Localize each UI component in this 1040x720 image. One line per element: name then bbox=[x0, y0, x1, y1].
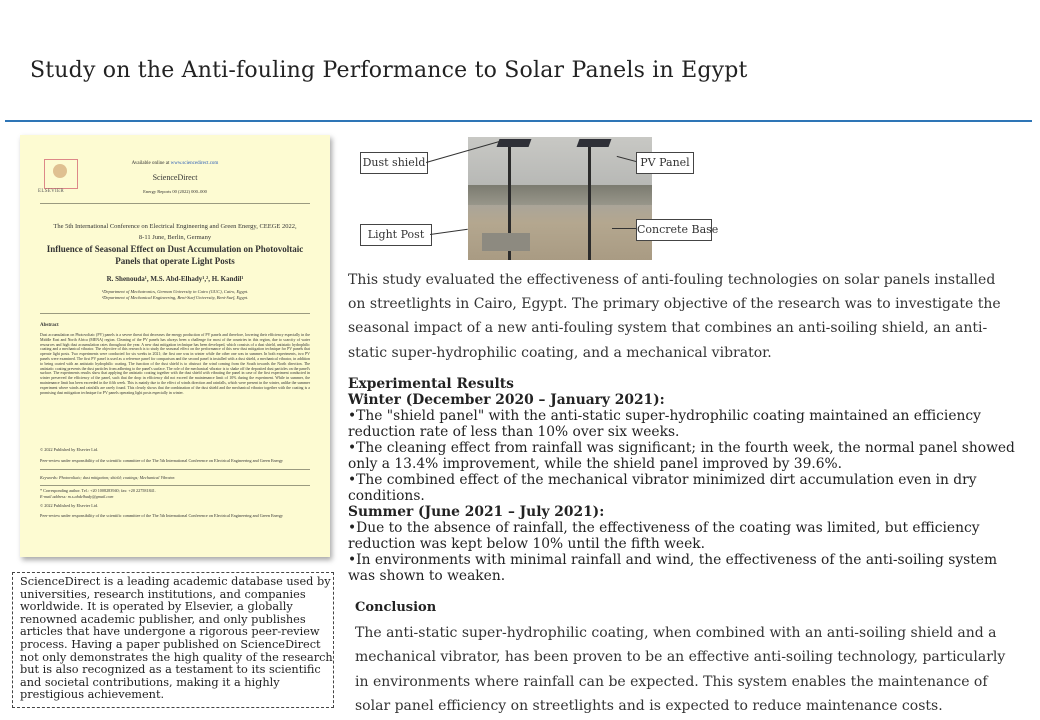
winter-point: •The cleaning effect from rainfall was significant; in the fourth week, the normal panel showed only a 13.4% improvement, while the shield panel improved by 39.6%. bbox=[348, 440, 1015, 472]
peer-review-line-1: Peer-review under responsibility of the scientific committee of the The 5th International Conference on Electrical Engineering and Green Energy bbox=[40, 458, 284, 463]
dust-shield-label: Dust shield bbox=[360, 152, 428, 174]
abstract-rule bbox=[40, 313, 310, 314]
keywords-rule-top bbox=[40, 469, 310, 470]
light-post-label: Light Post bbox=[360, 224, 432, 246]
keywords-line: Keywords: Photovoltaic; dust mitigation; shield; coatings; Mechanical Vibrator. bbox=[40, 475, 176, 480]
corresponding-author: * Corresponding author. Tel.: +20 1008283940; fax: +20 227581841. bbox=[40, 488, 156, 493]
sciencedirect-info-box: ScienceDirect is a leading academic database used by universities, research institutions, and companies worldwide. It is operated by Elsevier, a globally renowned academic publisher, and only publishes articles that have undergone a rigorous peer-review process. Having a paper published on ScienceDirect not only demonstrates the high quality of the research but is also recognized as a testament to its scientific and societal contributions, making it a highly prestigious achievement. bbox=[12, 572, 334, 708]
sciencedirect-brand: ScienceDirect bbox=[152, 173, 198, 182]
solar-panel-left bbox=[497, 139, 532, 147]
page-title: Study on the Anti-fouling Performance to Solar Panels in Egypt bbox=[30, 58, 748, 83]
paper-title: Influence of Seasonal Effect on Dust Accumulation on Photovoltaic Panels that operate Light Posts bbox=[46, 244, 304, 266]
pv-panel-label: PV Panel bbox=[636, 152, 694, 174]
copyright-line-1: © 2022 Published by Elsevier Ltd. bbox=[40, 447, 99, 452]
author-email: E-mail address: m.s.abdelhady@gmail.com bbox=[40, 494, 114, 499]
summer-point: •Due to the absence of rainfall, the effectiveness of the coating was limited, but efficiency reduction was kept below 10% until the fifth week. bbox=[348, 520, 980, 552]
available-prefix: Available online at bbox=[131, 161, 171, 166]
winter-heading: Winter (December 2020 – January 2021): bbox=[348, 392, 665, 408]
abstract-heading: Abstract bbox=[40, 323, 59, 328]
paper-first-page-image bbox=[20, 135, 330, 557]
paper-header-rule bbox=[40, 203, 310, 204]
copyright-line-2: © 2022 Published by Elsevier Ltd. bbox=[40, 503, 99, 508]
elsevier-logo-label: ELSEVIER bbox=[38, 189, 65, 194]
conclusion-heading: Conclusion bbox=[355, 600, 437, 615]
conference-info bbox=[30, 221, 320, 243]
installation-diagram bbox=[358, 134, 718, 262]
light-post-leader bbox=[430, 229, 468, 235]
streetlight-installation-photo bbox=[468, 137, 652, 260]
results-heading: Experimental Results bbox=[348, 376, 514, 392]
paper-authors: R. Shenouda¹, M.S. Abd-Elhady¹,², H. Kandil¹ bbox=[106, 275, 244, 283]
peer-review-line-2: Peer-review under responsibility of the scientific committee of the The 5th International Conference on Electrical Engineering and Green Energy bbox=[40, 513, 284, 518]
winter-point: •The combined effect of the mechanical vibrator minimized dirt accumulation even in dry conditions. bbox=[348, 472, 977, 504]
summer-point: •In environments with minimal rainfall and wind, the effectiveness of the anti-soiling system was shown to weaken. bbox=[348, 552, 998, 584]
title-divider bbox=[5, 120, 1032, 122]
conference-line-2: 8-11 June, Berlin, Germany bbox=[138, 234, 212, 241]
conference-line-1: The 5th International Conference on Electrical Engineering and Green Energy, CEEGE 2022, bbox=[53, 223, 297, 230]
available-online-line bbox=[20, 161, 330, 166]
affiliation-1: ¹Department of Mechatronics, German University in Cairo (GUC), Cairo, Egypt. bbox=[101, 289, 249, 294]
conclusion-paragraph: The anti-static super-hydrophilic coating, when combined with an anti-soiling shield and a mechanical vibrator, has been proven to be an effective anti-soiling technology, particularly in environments where rainfall can be expected. This system enables the maintenance of solar panel efficiency on streetlights and is expected to reduce maintenance costs. bbox=[355, 625, 1006, 714]
concrete-base-leader bbox=[612, 228, 636, 229]
intro-paragraph: This study evaluated the effectiveness of anti-fouling technologies on solar panels installed on streetlights in Cairo, Egypt. The primary objective of the research was to investigate the seasonal impact of a new anti-fouling system that combines an anti-soiling shield, an anti-static super-hydrophilic coating, and a mechanical vibrator. bbox=[348, 272, 1001, 361]
sciencedirect-link: www.sciencedirect.com bbox=[170, 161, 219, 166]
background-wall bbox=[468, 185, 652, 205]
paper-affiliations bbox=[20, 289, 330, 301]
concrete-base-label: Concrete Base bbox=[636, 219, 712, 241]
summer-heading: Summer (June 2021 – July 2021): bbox=[348, 504, 605, 520]
concrete-base-shape bbox=[482, 233, 530, 251]
solar-panel-right bbox=[577, 139, 612, 147]
journal-reference: Energy Reports 00 (2022) 000–000 bbox=[143, 189, 207, 194]
light-post-right bbox=[588, 147, 591, 260]
experimental-results bbox=[348, 376, 1018, 584]
keywords-rule-bottom bbox=[40, 485, 310, 486]
affiliation-2: ²Department of Mechanical Engineering, Beni-Suef University, Beni-Suef, Egypt. bbox=[101, 295, 249, 300]
abstract-text: Dust accumulation on Photovoltaic (PV) panels is a severe threat that decreases the energy production of PV panels and therefore, lowering their efficiency especially in the Middle East and North Africa (MENA) region. Cleaning of the PV panels has always been a challenge for most of the countries in this region, due to scarcity of water resources and high dust accumulation rates throughout the year. A new dust mitigation technique has been developed, which consists of a dust shield, antistatic hydrophilic coating and a mechanical vibrator. The objective of this research is to study the seasonal effect on the performance of this new dust mitigation technique for PV panels that operate light posts. Two experiments were conducted for six weeks in 2021; the first one was in winter while the other one was in summer. In both experiments, two PV panels were examined. The first PV panel is used as a reference panel for comparison and the second panel is installed with a dust shield, a mechanical vibrator, in addition to being coated with an antistatic hydrophilic coating. The function of the dust shield is to obstruct the wind coming from the South towards the North direction. The antistatic coating prevents the dust particles from adhering to the panel's surface. The role of the mechanical vibrator is to shake off the deposited dust particles on the panel's surface. The experiments results show that applying the antistatic coating together with the dust shield with vibrating the panel in case of the first experiment conducted in winter preserved the efficiency of the panel, such that the drop in efficiency did not exceed the maintenance limit of 10% during the experiment. While in summer, the maintenance limit has been exceeded in the fifth week. This is mainly due to the effect of winds direction and rainfalls, which were present in the winter, unlike the summer experiment where winds and rainfalls are rarely found. This clearly shows that the combination of the dust shield and the mechanical vibrator together with the coating is a promising dust mitigation technique for PV panels operating light posts especially in winter. bbox=[40, 333, 310, 395]
winter-point: •The "shield panel" with the anti-static super-hydrophilic coating maintained an efficiency reduction rate of less than 10% over six weeks. bbox=[348, 408, 981, 440]
